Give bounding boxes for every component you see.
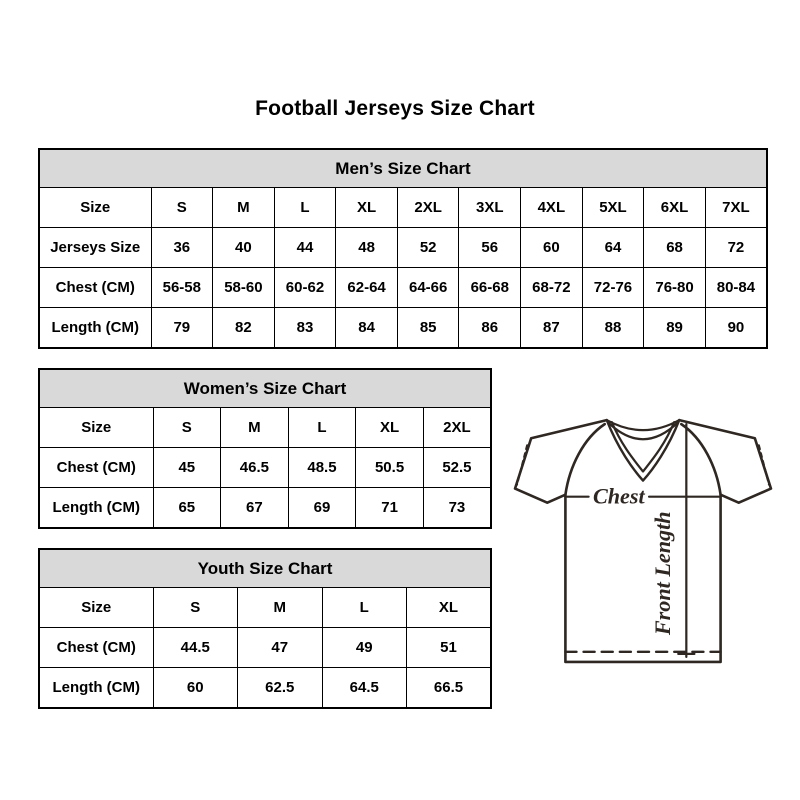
value-cell: 56 [459,228,521,268]
value-cell: 64 [582,228,644,268]
value-cell: 86 [459,308,521,349]
value-cell: S [151,188,213,228]
value-cell: 69 [288,488,356,529]
value-cell: S [153,588,238,628]
value-cell: 50.5 [356,448,424,488]
youth-table-title: Youth Size Chart [39,549,491,588]
youth-table-body [39,588,491,709]
value-cell: 45 [153,448,221,488]
row-label-cell: Chest (CM) [39,268,151,308]
value-cell: 71 [356,488,424,529]
value-cell: 64-66 [397,268,459,308]
row-label-cell: Chest (CM) [39,628,153,668]
table-row [39,268,767,308]
value-cell: 60 [153,668,238,709]
value-cell: 7XL [705,188,767,228]
youth-size-table [38,548,492,709]
mens-table-body [39,188,767,349]
value-cell: 44 [274,228,336,268]
value-cell: XL [356,408,424,448]
value-cell: 46.5 [221,448,289,488]
row-label-cell: Length (CM) [39,308,151,349]
front-length-measure-line [678,424,694,657]
value-cell: 62-64 [336,268,398,308]
value-cell: 79 [151,308,213,349]
value-cell: 83 [274,308,336,349]
value-cell: S [153,408,221,448]
value-cell: 80-84 [705,268,767,308]
value-cell: M [221,408,289,448]
value-cell: 68 [644,228,706,268]
womens-size-table [38,368,492,529]
value-cell: 2XL [397,188,459,228]
value-cell: 51 [407,628,492,668]
page-title: Football Jerseys Size Chart [255,97,535,120]
left-cuff-dashed-line [517,445,527,484]
row-label-cell: Size [39,408,153,448]
value-cell: 67 [221,488,289,529]
value-cell: 58-60 [213,268,275,308]
table-row [39,488,491,529]
value-cell: 85 [397,308,459,349]
value-cell: 52.5 [423,448,491,488]
value-cell: 52 [397,228,459,268]
mens-size-table [38,148,768,349]
table-row [39,448,491,488]
value-cell: M [213,188,275,228]
value-cell: M [238,588,323,628]
collar-back-arc-outer [607,420,680,430]
table-row [39,228,767,268]
value-cell: 62.5 [238,668,323,709]
value-cell: 72-76 [582,268,644,308]
table-row [39,408,491,448]
value-cell: L [274,188,336,228]
value-cell: L [288,408,356,448]
chest-label: Chest [592,483,645,509]
table-title-row [39,369,491,408]
mens-table-title: Men’s Size Chart [39,149,767,188]
value-cell: 5XL [582,188,644,228]
table-title-row [39,549,491,588]
value-cell: 48 [336,228,398,268]
jersey-diagram-svg [511,412,775,668]
value-cell: 68-72 [521,268,583,308]
value-cell: 87 [521,308,583,349]
row-label-cell: Size [39,188,151,228]
value-cell: L [322,588,407,628]
value-cell: 4XL [521,188,583,228]
value-cell: 82 [213,308,275,349]
value-cell: 65 [153,488,221,529]
value-cell: 72 [705,228,767,268]
value-cell: 89 [644,308,706,349]
front-length-label: Front Length [650,511,676,636]
value-cell: 76-80 [644,268,706,308]
table-row [39,308,767,349]
value-cell: 44.5 [153,628,238,668]
jersey-diagram [511,412,775,668]
value-cell: 60 [521,228,583,268]
value-cell: 36 [151,228,213,268]
womens-table-body [39,408,491,529]
jersey-outline [515,420,771,662]
value-cell: 6XL [644,188,706,228]
value-cell: XL [407,588,492,628]
value-cell: 49 [322,628,407,668]
value-cell: 66-68 [459,268,521,308]
value-cell: 56-58 [151,268,213,308]
value-cell: 40 [213,228,275,268]
row-label-cell: Chest (CM) [39,448,153,488]
value-cell: 84 [336,308,398,349]
right-cuff-dashed-line [759,445,769,484]
row-label-cell: Jerseys Size [39,228,151,268]
row-label-cell: Length (CM) [39,488,153,529]
value-cell: XL [336,188,398,228]
row-label-cell: Length (CM) [39,668,153,709]
value-cell: 48.5 [288,448,356,488]
table-row [39,668,491,709]
value-cell: 2XL [423,408,491,448]
value-cell: 3XL [459,188,521,228]
value-cell: 47 [238,628,323,668]
value-cell: 88 [582,308,644,349]
table-row [39,628,491,668]
table-title-row [39,149,767,188]
value-cell: 90 [705,308,767,349]
value-cell: 73 [423,488,491,529]
value-cell: 66.5 [407,668,492,709]
womens-table-title: Women’s Size Chart [39,369,491,408]
table-row [39,188,767,228]
value-cell: 64.5 [322,668,407,709]
table-row [39,588,491,628]
value-cell: 60-62 [274,268,336,308]
row-label-cell: Size [39,588,153,628]
